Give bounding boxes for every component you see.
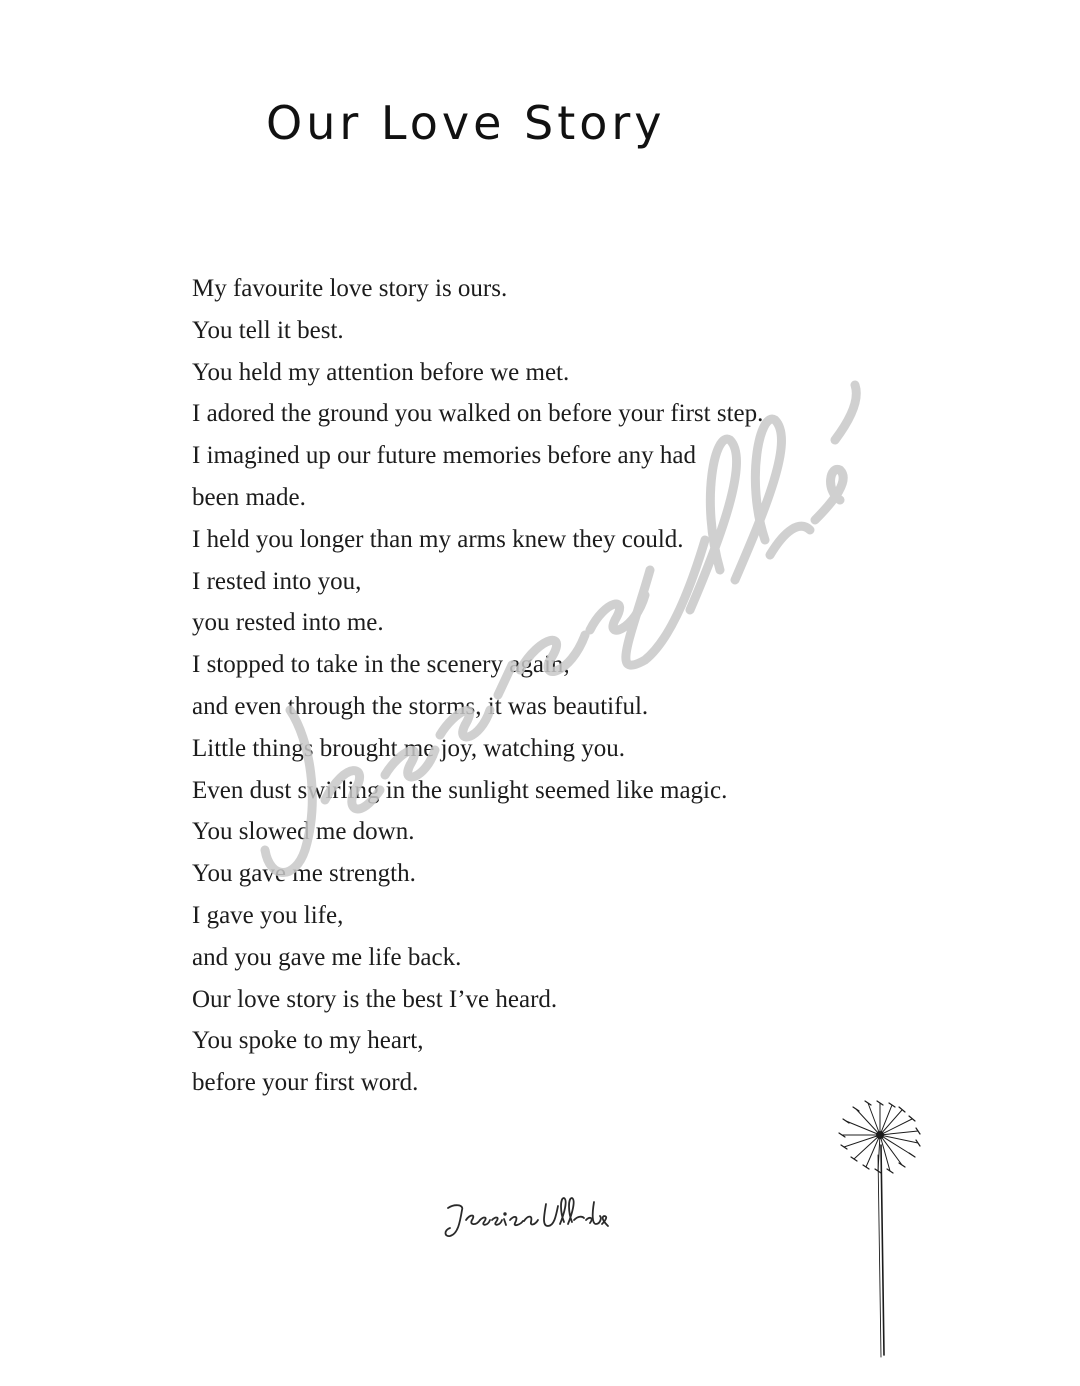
poem-body [192,268,763,1104]
poem-line: You held my attention before we met. [192,358,570,386]
poem-line: You spoke to my heart, [192,1027,424,1055]
author-signature [440,1190,610,1250]
poem-line: You tell it best. [192,316,344,344]
poem-line: Little things brought me joy, watching you. [192,734,626,762]
poem-line: Even dust swirling in the sunlight seemed like magic. [192,776,728,804]
poem-line: and you gave me life back. [192,943,462,971]
dandelion-icon [832,1095,932,1360]
page-title: Our Love Story [266,96,666,150]
poem-line: before your first word. [192,1069,419,1097]
poem-line: You gave me strength. [192,860,416,888]
poem-line: You slowed me down. [192,818,415,846]
poem-line: I held you longer than my arms knew they could. [192,525,684,553]
poem-line: been made. [192,483,306,511]
poem-line: I stopped to take in the scenery again, [192,651,570,679]
poem-line: My favourite love story is ours. [192,275,508,302]
poem-line: I adored the ground you walked on before your first step. [192,400,764,428]
poem-line: Our love story is the best I’ve heard. [192,985,558,1013]
poem-line: I rested into you, [192,567,362,595]
poem-line: and even through the storms, it was beautiful. [192,692,649,720]
poem-line: I gave you life, [192,901,344,929]
poem-line: you rested into me. [192,609,384,637]
poem-line: I imagined up our future memories before any had [192,442,696,470]
